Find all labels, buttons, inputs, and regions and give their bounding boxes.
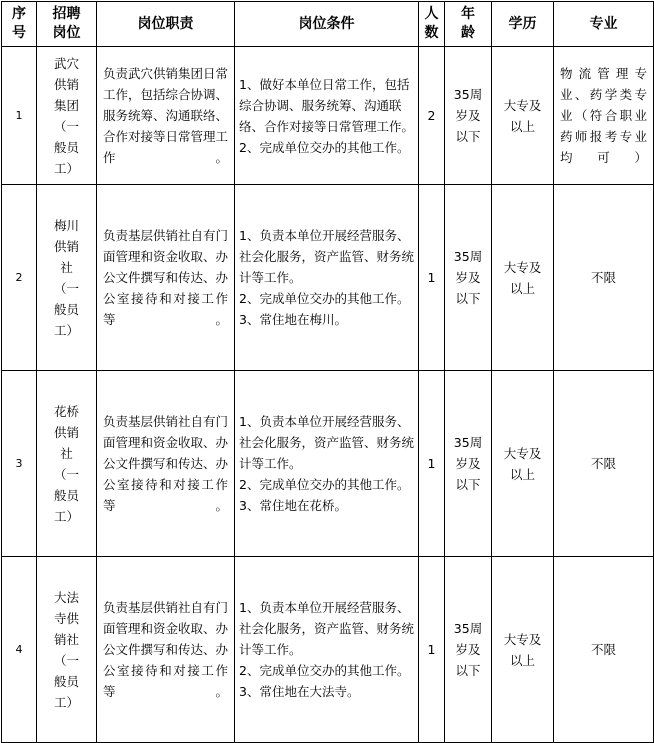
cond-item-3: 3、常住地在梅川。 [239,312,347,327]
cond-item-2: 2、完成单位交办的其他工作。 [239,139,410,155]
cell-cond [235,557,419,743]
cell-seq: 4 [2,557,37,743]
cell-seq: 3 [2,371,37,557]
cell-duty: 负责基层供销社自有门面管理和资金收取、办公文件撰写和传达、办公室接待和对接工作等。 [97,185,235,371]
cell-duty: 负责基层供销社自有门面管理和资金收取、办公文件撰写和传达、办公室接待和对接工作等。 [97,371,235,557]
cell-num: 1 [419,371,445,557]
cell-edu: 大专及以上 [492,185,554,371]
table-row [2,185,654,371]
cell-major: 不限 [554,557,654,743]
cell-age: 35周岁及以下 [445,185,492,371]
cond-item-3: 3、常住地在大法寺。 [239,684,360,699]
cell-age: 35周岁及以下 [445,557,492,743]
cond-item-1: 1、负责本单位开展经营服务、社会化服务，资产监管、财务统计等工作。 [239,228,415,285]
header-post: 招聘岗位 [37,2,97,47]
cell-cond [235,371,419,557]
cell-post: 大法寺供销社（一般员工） [37,557,97,743]
cell-cond [235,47,419,185]
header-duty: 岗位职责 [97,2,235,47]
table-row [2,47,654,185]
cell-post: 花桥供销社（一般员工） [37,371,97,557]
cell-cond [235,185,419,371]
cell-post: 梅川供销社（一般员工） [37,185,97,371]
cond-item-2: 2、完成单位交办的其他工作。 [239,291,410,306]
cell-post: 武穴供销集团（一般员工） [37,47,97,185]
recruitment-table [1,1,654,743]
cond-item-3: 3、常住地在花桥。 [239,498,347,513]
cell-age: 35周岁及以下 [445,47,492,185]
cell-num: 2 [419,47,445,185]
table-row [2,371,654,557]
cell-major: 不限 [554,185,654,371]
cell-duty: 负责基层供销社自有门面管理和资金收取、办公文件撰写和传达、办公室接待和对接工作等。 [97,557,235,743]
cond-item-1: 1、做好本单位日常工作，包括综合协调、服务统筹、沟通联络、合作对接等日常管理工作。 [239,76,415,134]
cond-item-1: 1、负责本单位开展经营服务、社会化服务，资产监管、财务统计等工作。 [239,600,415,657]
cell-edu: 大专及以上 [492,47,554,185]
header-num: 人数 [419,2,445,47]
table-row [2,557,654,743]
cell-major: 不限 [554,371,654,557]
cell-edu: 大专及以上 [492,371,554,557]
header-edu: 学历 [492,2,554,47]
cell-edu: 大专及以上 [492,557,554,743]
header-age: 年龄 [445,2,492,47]
header-major: 专业 [554,2,654,47]
header-row [2,2,654,47]
header-seq: 序号 [2,2,37,47]
cell-duty: 负责武穴供销集团日常工作，包括综合协调、服务统筹、沟通联络、合作对接等日常管理工作。 [97,47,235,185]
cond-item-1: 1、负责本单位开展经营服务、社会化服务，资产监管、财务统计等工作。 [239,414,415,471]
cell-seq: 2 [2,185,37,371]
cond-item-2: 2、完成单位交办的其他工作。 [239,477,410,492]
cell-age: 35周岁及以下 [445,371,492,557]
cell-major: 物流管理专业、药学类专业（符合职业药师报考专业均可） [554,47,654,185]
header-cond: 岗位条件 [235,2,419,47]
cond-item-2: 2、完成单位交办的其他工作。 [239,663,410,678]
cell-seq: 1 [2,47,37,185]
cell-num: 1 [419,185,445,371]
cell-num: 1 [419,557,445,743]
